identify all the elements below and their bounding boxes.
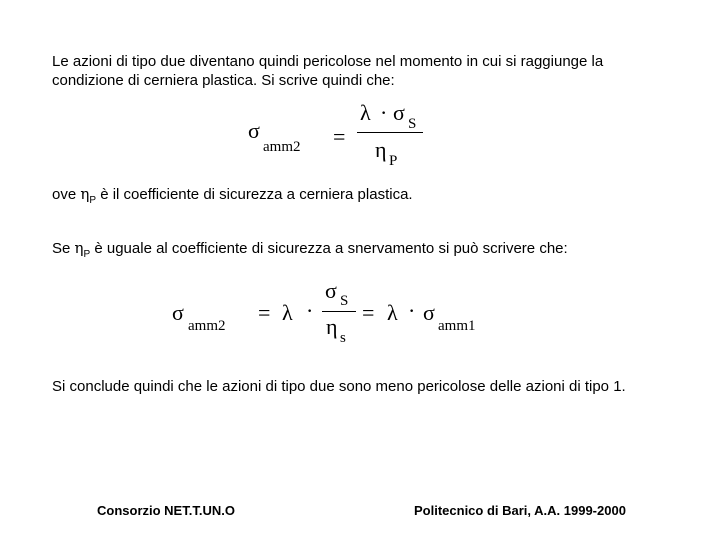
fraction-bar [357, 132, 423, 133]
dot-operator: · [380, 100, 388, 125]
eta-symbol: η [326, 314, 338, 339]
eta-symbol: η [375, 137, 387, 162]
text-suffix: è uguale al coefficiente di sicurezza a snervamento si può scrivere che: [90, 240, 568, 257]
subscript-s: S [408, 116, 417, 132]
eta-s-condition [52, 239, 682, 264]
subscript-s: S [340, 293, 349, 309]
equals-sign: = [333, 124, 346, 149]
footer-right: Politecnico di Bari, A.A. 1999-2000 [414, 503, 626, 518]
subscript-p: P [89, 195, 97, 206]
lambda-symbol: λ [282, 300, 293, 325]
text-prefix: ove [52, 186, 81, 203]
sigma-symbol: σ [172, 300, 184, 325]
sigma-symbol: σ [325, 278, 337, 303]
dot-operator: · [306, 298, 314, 323]
subscript-amm2: amm2 [263, 139, 301, 155]
eta-p-definition [52, 185, 682, 210]
intro-line-2: condizione di cerniera plastica. Si scrive quindi che: [52, 72, 395, 89]
lambda-symbol: λ [387, 300, 398, 325]
text-prefix: Se [52, 240, 75, 257]
equals-sign: = [362, 300, 375, 325]
intro-paragraph [52, 52, 682, 90]
dot-operator: · [408, 298, 416, 323]
equals-sign: = [258, 300, 271, 325]
eta-symbol: η [74, 239, 84, 257]
lambda-symbol: λ [360, 100, 371, 125]
footer-left: Consorzio NET.T.UN.O [97, 503, 235, 518]
conclusion-paragraph: Si conclude quindi che le azioni di tipo due sono meno pericolose delle azioni di tipo 1. [52, 378, 626, 395]
subscript-p: P [389, 153, 398, 169]
fraction-bar [322, 311, 356, 312]
subscript-s: s [340, 330, 346, 346]
sigma-symbol: σ [248, 118, 260, 143]
sigma-symbol: σ [393, 100, 405, 125]
sigma-symbol: σ [423, 300, 435, 325]
text-suffix: è il coefficiente di sicurezza a cerniera plastica. [96, 186, 413, 203]
eta-symbol: η [80, 185, 90, 203]
subscript-amm2: amm2 [188, 318, 226, 334]
subscript-p: P [83, 249, 91, 260]
intro-line-1: Le azioni di tipo due diventano quindi pericolose nel momento in cui si raggiunge la [52, 53, 604, 70]
subscript-amm1: amm1 [438, 318, 476, 334]
